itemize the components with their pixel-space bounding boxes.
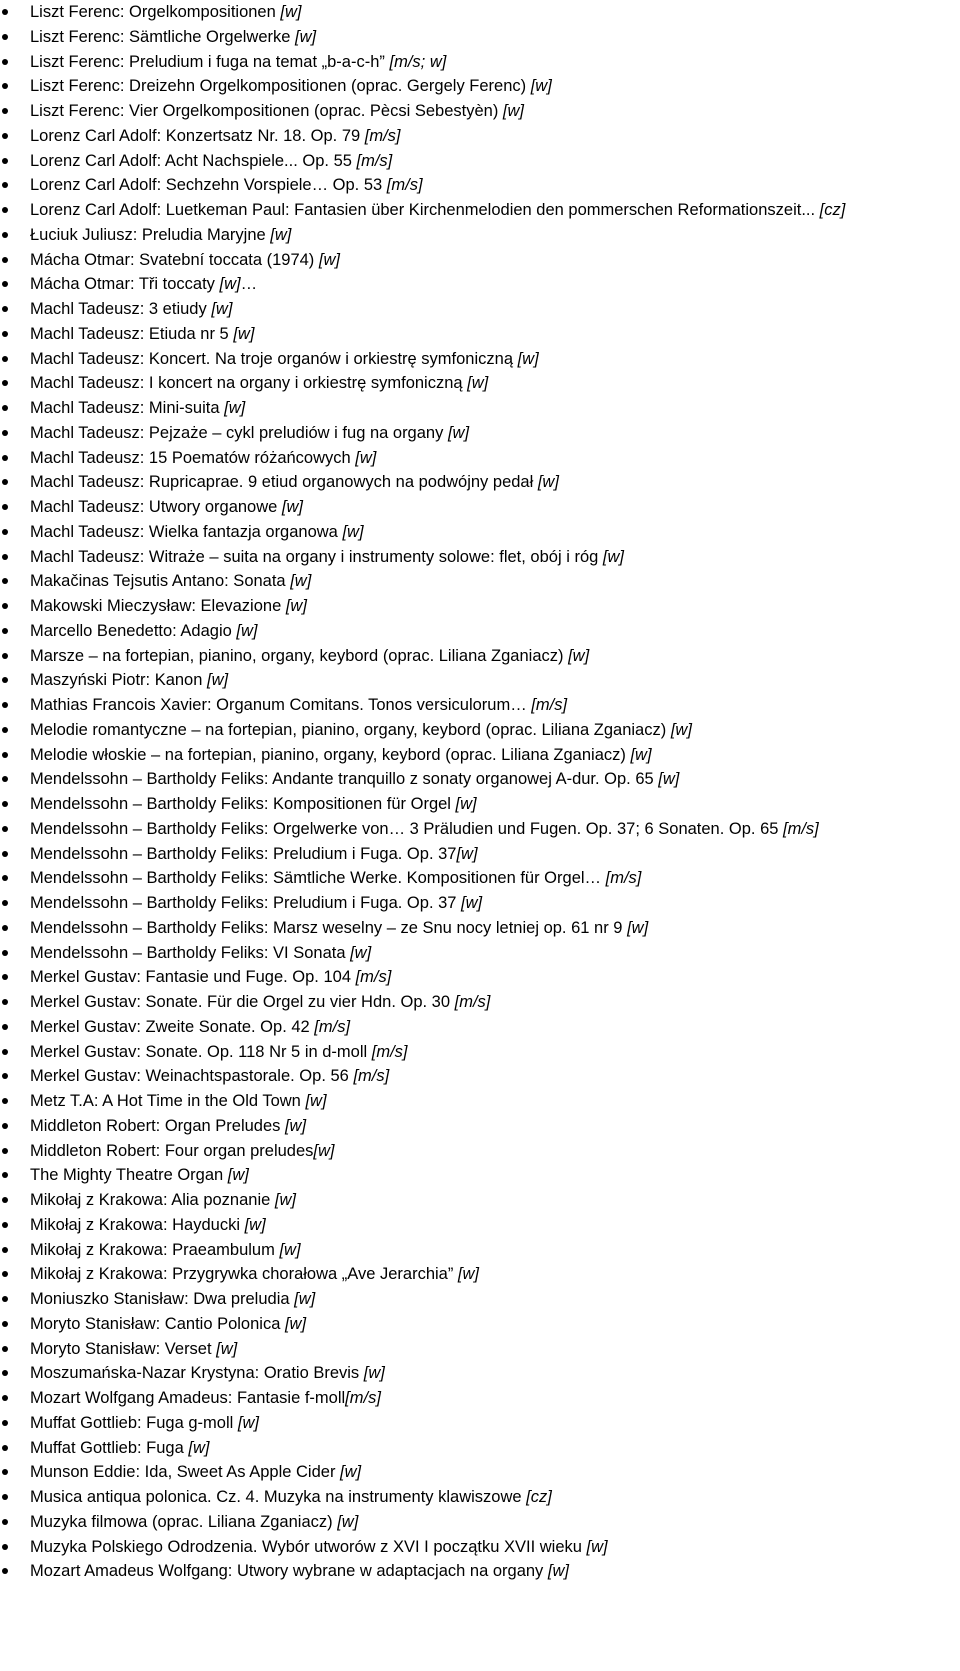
entry-source-note: [w]: [340, 1463, 362, 1482]
list-item: [0, 470, 960, 495]
entry-title: Muffat Gottlieb: Fuga: [30, 1438, 189, 1457]
entry-source-note: [w]: [502, 102, 525, 120]
list-item: [0, 1460, 960, 1485]
entry-title: Machl Tadeusz: 15 Poematów różańcowych: [30, 448, 356, 467]
list-item: [0, 1535, 960, 1560]
entry-source-note: [w]: [355, 448, 377, 467]
list-item: [0, 1238, 960, 1263]
list-item: [0, 594, 960, 619]
bullet-icon: [2, 34, 8, 40]
entry-source-note: [m/s]: [454, 993, 491, 1011]
list-item: [0, 1411, 960, 1436]
bullet-icon: [2, 1568, 8, 1574]
entry-source-note: [w]: [280, 3, 302, 21]
bullet-icon: [2, 281, 8, 287]
bullet-icon: [2, 182, 8, 188]
list-item: [0, 297, 960, 322]
entry-title: Mácha Otmar: Svatební toccata (1974): [30, 250, 319, 269]
bullet-icon: [2, 925, 8, 931]
entry-title: Machl Tadeusz: Etiuda nr 5: [30, 324, 234, 343]
list-item: [0, 0, 960, 25]
entry-title: Muzyka filmowa (oprac. Liliana Zganiacz): [30, 1512, 338, 1531]
bullet-icon: [2, 1123, 8, 1129]
bullet-icon: [2, 232, 8, 238]
list-item: [0, 644, 960, 669]
bullet-icon: [2, 1172, 8, 1178]
list-item: [0, 1188, 960, 1213]
list-item: [0, 965, 960, 990]
entry-title: Liszt Ferenc: Sämtliche Orgelwerke: [30, 27, 296, 46]
entry-suffix: …: [240, 275, 258, 294]
entry-title: Marcello Benedetto: Adagio: [30, 621, 237, 640]
entry-source-note: [w]: [586, 1537, 608, 1556]
bullet-icon: [2, 999, 8, 1005]
entry-source-note: [m/s]: [783, 819, 819, 838]
entry-title: Liszt Ferenc: Preludium i fuga na temat „b-a-c-h”: [30, 52, 390, 71]
bullet-icon: [2, 578, 8, 584]
list-item: [0, 1361, 960, 1386]
list-item: [0, 347, 960, 372]
list-item: [0, 866, 960, 891]
entry-source-note: [m/s]: [386, 176, 423, 195]
entry-source-note: [w]: [216, 1339, 238, 1358]
entry-source-note: [cz]: [526, 1488, 552, 1506]
entry-source-note: [w]: [547, 1562, 569, 1581]
entry-title: Mozart Wolfgang Amadeus: Fantasie f-moll: [30, 1389, 346, 1407]
bullet-icon: [2, 83, 8, 89]
list-item: [0, 74, 960, 99]
bullet-icon: [2, 752, 8, 758]
entry-source-note: [w]: [236, 621, 258, 640]
bullet-icon: [2, 158, 8, 164]
bullet-icon: [2, 380, 8, 386]
entry-source-note: [w]: [318, 250, 340, 269]
list-item: [0, 693, 960, 718]
entry-source-note: [w]: [363, 1364, 385, 1383]
list-item: [0, 198, 960, 223]
entry-source-note: [w]: [219, 275, 241, 294]
list-item: [0, 569, 960, 594]
entry-title: Machl Tadeusz: I koncert na organy i orkiestrę symfoniczną: [30, 374, 468, 393]
entry-title: Mácha Otmar: Tři toccaty: [30, 275, 220, 294]
bullet-icon: [2, 1148, 8, 1154]
entry-title: Makowski Mieczysław: Elevazione: [30, 597, 286, 615]
entry-source-note: [m/s]: [355, 968, 392, 987]
list-item: [0, 371, 960, 396]
bullet-icon: [2, 1370, 8, 1376]
entry-title: Moryto Stanisław: Verset: [30, 1339, 217, 1358]
entry-title: Mendelssohn – Bartholdy Feliks: Kompositionen für Orgel: [30, 795, 456, 813]
entry-title: Mikołaj z Krakowa: Hayducki: [30, 1215, 245, 1234]
bullet-icon: [2, 1073, 8, 1079]
entry-source-note: [m/s; w]: [389, 52, 447, 71]
bullet-icon: [2, 1445, 8, 1451]
entry-title: Musica antiqua polonica. Cz. 4. Muzyka na instrumenty klawiszowe: [30, 1488, 527, 1506]
entry-source-note: [w]: [455, 795, 477, 813]
bullet-icon: [2, 430, 8, 436]
entry-title: Mendelssohn – Bartholdy Feliks: Preludium i Fuga. Op. 37: [30, 894, 462, 912]
entry-source-note: [w]: [350, 943, 372, 962]
list-item: [0, 916, 960, 941]
list-item: [0, 817, 960, 842]
entry-source-note: [m/s]: [364, 126, 401, 145]
entry-source-note: [w]: [456, 844, 478, 863]
list-item: [0, 1386, 960, 1411]
entry-source-note: [w]: [281, 498, 303, 516]
list-item: [0, 718, 960, 743]
entry-title: Muzyka Polskiego Odrodzenia. Wybór utworów z XVI I początku XVII wieku: [30, 1537, 587, 1556]
entry-source-note: [m/s]: [353, 1067, 390, 1086]
bullet-icon: [2, 1024, 8, 1030]
list-item: [0, 124, 960, 149]
list-item: [0, 149, 960, 174]
bullet-icon: [2, 826, 8, 832]
entry-source-note: [w]: [467, 374, 489, 393]
entry-title: Mendelssohn – Bartholdy Feliks: Preludium i Fuga. Op. 37: [30, 844, 457, 863]
bullet-icon: [2, 1321, 8, 1327]
entry-source-note: [w]: [274, 1191, 296, 1209]
bullet-icon: [2, 653, 8, 659]
entry-source-note: [w]: [517, 349, 539, 368]
bullet-icon: [2, 9, 8, 15]
list-item: [0, 891, 960, 916]
list-item: [0, 1312, 960, 1337]
bullet-icon: [2, 207, 8, 213]
bullet-icon: [2, 59, 8, 65]
bullet-icon: [2, 603, 8, 609]
entry-source-note: [w]: [295, 27, 317, 46]
bullet-icon: [2, 1197, 8, 1203]
list-item: [0, 520, 960, 545]
entry-source-note: [m/s]: [371, 1042, 408, 1061]
entry-source-note: [w]: [447, 423, 470, 442]
entry-title: Metz T.A: A Hot Time in the Old Town: [30, 1092, 306, 1110]
entry-title: Mikołaj z Krakowa: Alia poznanie: [30, 1191, 275, 1209]
entry-title: Moryto Stanisław: Cantio Polonica: [30, 1314, 285, 1333]
entry-title: Mendelssohn – Bartholdy Feliks: Sämtliche Werke. Kompositionen für Orgel…: [30, 869, 606, 888]
bullet-icon: [2, 702, 8, 708]
entry-source-note: [w]: [233, 324, 255, 343]
entry-title: The Mighty Theatre Organ: [30, 1166, 228, 1185]
entry-source-note: [w]: [237, 1413, 259, 1432]
list-item: [0, 25, 960, 50]
list-item: [0, 396, 960, 421]
entry-title: Mendelssohn – Bartholdy Feliks: VI Sonata: [30, 943, 351, 962]
list-item: [0, 1337, 960, 1362]
entry-title: Moniuszko Stanisław: Dwa preludia: [30, 1290, 295, 1308]
entry-title: Melodie romantyczne – na fortepian, pianino, organy, keybord (oprac. Liliana Zganiacz): [30, 720, 671, 739]
bullet-icon: [2, 851, 8, 857]
bullet-icon: [2, 1222, 8, 1228]
entry-source-note: [w]: [658, 770, 680, 789]
entry-title: Mendelssohn – Bartholdy Feliks: Marsz weselny – ze Snu nocy letniej op. 61 nr 9: [30, 918, 628, 937]
list-item: [0, 1287, 960, 1312]
bullet-icon: [2, 1247, 8, 1253]
list-item: [0, 545, 960, 570]
list-item: [0, 1089, 960, 1114]
bullet-icon: [2, 727, 8, 733]
bullet-icon: [2, 133, 8, 139]
entry-title: Mikołaj z Krakowa: Przygrywka chorałowa „Ave Jerarchia”: [30, 1265, 458, 1284]
entry-title: Muffat Gottlieb: Fuga g-moll: [30, 1413, 238, 1432]
entry-title: Machl Tadeusz: Wielka fantazja organowa: [30, 522, 343, 541]
bullet-icon: [2, 1395, 8, 1401]
list-item: [0, 792, 960, 817]
entry-title: Merkel Gustav: Weinachtspastorale. Op. 56: [30, 1067, 354, 1086]
entry-title: Mozart Amadeus Wolfgang: Utwory wybrane w adaptacjach na organy: [30, 1562, 548, 1581]
entry-source-note: [w]: [285, 597, 307, 615]
bullet-icon: [2, 1469, 8, 1475]
list-item: [0, 1510, 960, 1535]
bullet-icon: [2, 1420, 8, 1426]
entry-source-note: [w]: [305, 1092, 327, 1110]
bullet-icon: [2, 479, 8, 485]
entry-source-note: [m/s]: [345, 1389, 381, 1407]
bullet-icon: [2, 1098, 8, 1104]
entry-source-note: [w]: [284, 1116, 307, 1135]
bullet-icon: [2, 356, 8, 362]
entry-source-note: [m/s]: [356, 151, 393, 170]
entry-title: Middleton Robert: Organ Preludes: [30, 1116, 285, 1135]
entry-title: Makačinas Tejsutis Antano: Sonata: [30, 572, 291, 591]
entry-title: Middleton Robert: Four organ preludes: [30, 1141, 314, 1160]
entry-source-note: [m/s]: [314, 1017, 351, 1036]
entry-title: Machl Tadeusz: Utwory organowe: [30, 498, 282, 516]
entry-title: Machl Tadeusz: Rupricaprae. 9 etiud organowych na podwójny pedał: [30, 473, 538, 492]
entry-title: Merkel Gustav: Fantasie und Fuge. Op. 104: [30, 968, 356, 987]
list-item: [0, 767, 960, 792]
entry-title: Lorenz Carl Adolf: Sechzehn Vorspiele… Op. 53: [30, 176, 387, 195]
bullet-icon: [2, 1519, 8, 1525]
bullet-icon: [2, 974, 8, 980]
entry-source-note: [w]: [627, 918, 649, 937]
list-item: [0, 1262, 960, 1287]
bullet-icon: [2, 677, 8, 683]
list-item: [0, 619, 960, 644]
entry-source-note: [w]: [290, 572, 312, 591]
entry-title: Lorenz Carl Adolf: Luetkeman Paul: Fantasien über Kirchenmelodien den pommerschen Reformationszeit...: [30, 201, 820, 219]
entry-source-note: [w]: [670, 720, 692, 739]
bullet-icon: [2, 1346, 8, 1352]
bullet-icon: [2, 257, 8, 263]
entry-title: Lorenz Carl Adolf: Acht Nachspiele... Op. 55: [30, 151, 357, 170]
entry-title: Mendelssohn – Bartholdy Feliks: Andante tranquillo z sonaty organowej A-dur. Op. 65: [30, 770, 659, 789]
entry-title: Liszt Ferenc: Orgelkompositionen: [30, 3, 281, 21]
entry-title: Mendelssohn – Bartholdy Feliks: Orgelwerke von… 3 Präludien und Fugen. Op. 37; 6 Sonaten. Op. 65: [30, 819, 784, 838]
bullet-icon: [2, 455, 8, 461]
bullet-icon: [2, 504, 8, 510]
entry-source-note: [w]: [188, 1438, 210, 1457]
entry-title: Liszt Ferenc: Vier Orgelkompositionen (oprac. Pècsi Sebestyèn): [30, 102, 503, 120]
entry-source-note: [w]: [244, 1215, 266, 1234]
entry-title: Marsze – na fortepian, pianino, organy, keybord (oprac. Liliana Zganiacz): [30, 646, 569, 665]
entry-title: Mathias Francois Xavier: Organum Comitans. Tonos versiculorum…: [30, 696, 532, 714]
entry-source-note: [w]: [537, 473, 559, 492]
entry-title: Machl Tadeusz: Pejzaże – cykl preludiów i fug na organy: [30, 423, 448, 442]
entry-source-note: [w]: [630, 745, 652, 764]
list-item: [0, 248, 960, 273]
entry-source-note: [w]: [294, 1290, 316, 1308]
entry-title: Łuciuk Juliusz: Preludia Maryjne: [30, 225, 271, 244]
bullet-icon: [2, 1296, 8, 1302]
entry-title: Liszt Ferenc: Dreizehn Orgelkompositionen (oprac. Gergely Ferenc): [30, 77, 531, 96]
bullet-icon: [2, 1271, 8, 1277]
bullet-icon: [2, 306, 8, 312]
entry-source-note: [w]: [313, 1141, 335, 1160]
entry-source-note: [w]: [337, 1512, 359, 1531]
list-item: [0, 446, 960, 471]
entry-source-note: [m/s]: [531, 696, 568, 714]
entry-source-note: [w]: [284, 1314, 307, 1333]
entry-source-note: [w]: [342, 522, 364, 541]
entry-source-note: [m/s]: [605, 869, 642, 888]
entry-title: Machl Tadeusz: Koncert. Na troje organów i orkiestrę symfoniczną: [30, 349, 518, 368]
bullet-icon: [2, 950, 8, 956]
bullet-icon: [2, 1049, 8, 1055]
list-item: [0, 1015, 960, 1040]
entry-source-note: [w]: [461, 894, 483, 912]
bullet-icon: [2, 331, 8, 337]
entry-title: Machl Tadeusz: 3 etiudy: [30, 300, 212, 318]
entry-source-note: [w]: [211, 300, 233, 318]
bullet-icon: [2, 108, 8, 114]
list-item: [0, 223, 960, 248]
entry-source-note: [w]: [457, 1265, 480, 1284]
entry-title: Mikołaj z Krakowa: Praeambulum: [30, 1240, 280, 1259]
list-item: [0, 173, 960, 198]
list-item: [0, 1213, 960, 1238]
entry-title: Machl Tadeusz: Witraże – suita na organy i instrumenty solowe: flet, obój i róg: [30, 547, 603, 566]
entry-title: Melodie włoskie – na fortepian, pianino, organy, keybord (oprac. Liliana Zganiacz): [30, 745, 631, 764]
list-item: [0, 1163, 960, 1188]
list-item: [0, 1559, 960, 1584]
list-item: [0, 1040, 960, 1065]
bullet-icon: [2, 529, 8, 535]
entry-source-note: [w]: [279, 1240, 301, 1259]
bullet-icon: [2, 875, 8, 881]
entry-source-note: [cz]: [819, 201, 846, 219]
entry-title: Lorenz Carl Adolf: Konzertsatz Nr. 18. Op. 79: [30, 126, 365, 145]
entry-title: Maszyński Piotr: Kanon: [30, 671, 207, 690]
list-item: [0, 495, 960, 520]
list-item: [0, 990, 960, 1015]
list-item: [0, 322, 960, 347]
bullet-icon: [2, 628, 8, 634]
list-item: [0, 99, 960, 124]
bullet-icon: [2, 554, 8, 560]
list-item: [0, 1436, 960, 1461]
list-item: [0, 421, 960, 446]
list-item: [0, 50, 960, 75]
entry-title: Munson Eddie: Ida, Sweet As Apple Cider: [30, 1463, 341, 1482]
bullet-icon: [2, 900, 8, 906]
entry-source-note: [w]: [207, 671, 229, 690]
bullet-icon: [2, 405, 8, 411]
list-item: [0, 1139, 960, 1164]
entry-source-note: [w]: [270, 225, 292, 244]
list-item: [0, 941, 960, 966]
entry-source-note: [w]: [530, 77, 552, 96]
entry-title: Machl Tadeusz: Mini-suita: [30, 399, 225, 417]
entry-source-note: [w]: [227, 1166, 249, 1185]
list-item: [0, 1114, 960, 1139]
entry-source-note: [w]: [602, 547, 624, 566]
list-item: [0, 668, 960, 693]
list-item: [0, 743, 960, 768]
list-item: [0, 272, 960, 297]
entry-source-note: [w]: [224, 399, 246, 417]
list-item: [0, 1064, 960, 1089]
entry-title: Moszumańska-Nazar Krystyna: Oratio Brevis: [30, 1364, 364, 1383]
list-item: [0, 1485, 960, 1510]
bullet-icon: [2, 801, 8, 807]
list-item: [0, 842, 960, 867]
bullet-icon: [2, 776, 8, 782]
entry-title: Merkel Gustav: Sonate. Für die Orgel zu vier Hdn. Op. 30: [30, 993, 455, 1011]
bullet-icon: [2, 1494, 8, 1500]
entry-title: Merkel Gustav: Zweite Sonate. Op. 42: [30, 1017, 315, 1036]
bullet-icon: [2, 1544, 8, 1550]
entry-source-note: [w]: [568, 646, 590, 665]
entry-title: Merkel Gustav: Sonate. Op. 118 Nr 5 in d-moll: [30, 1042, 372, 1061]
